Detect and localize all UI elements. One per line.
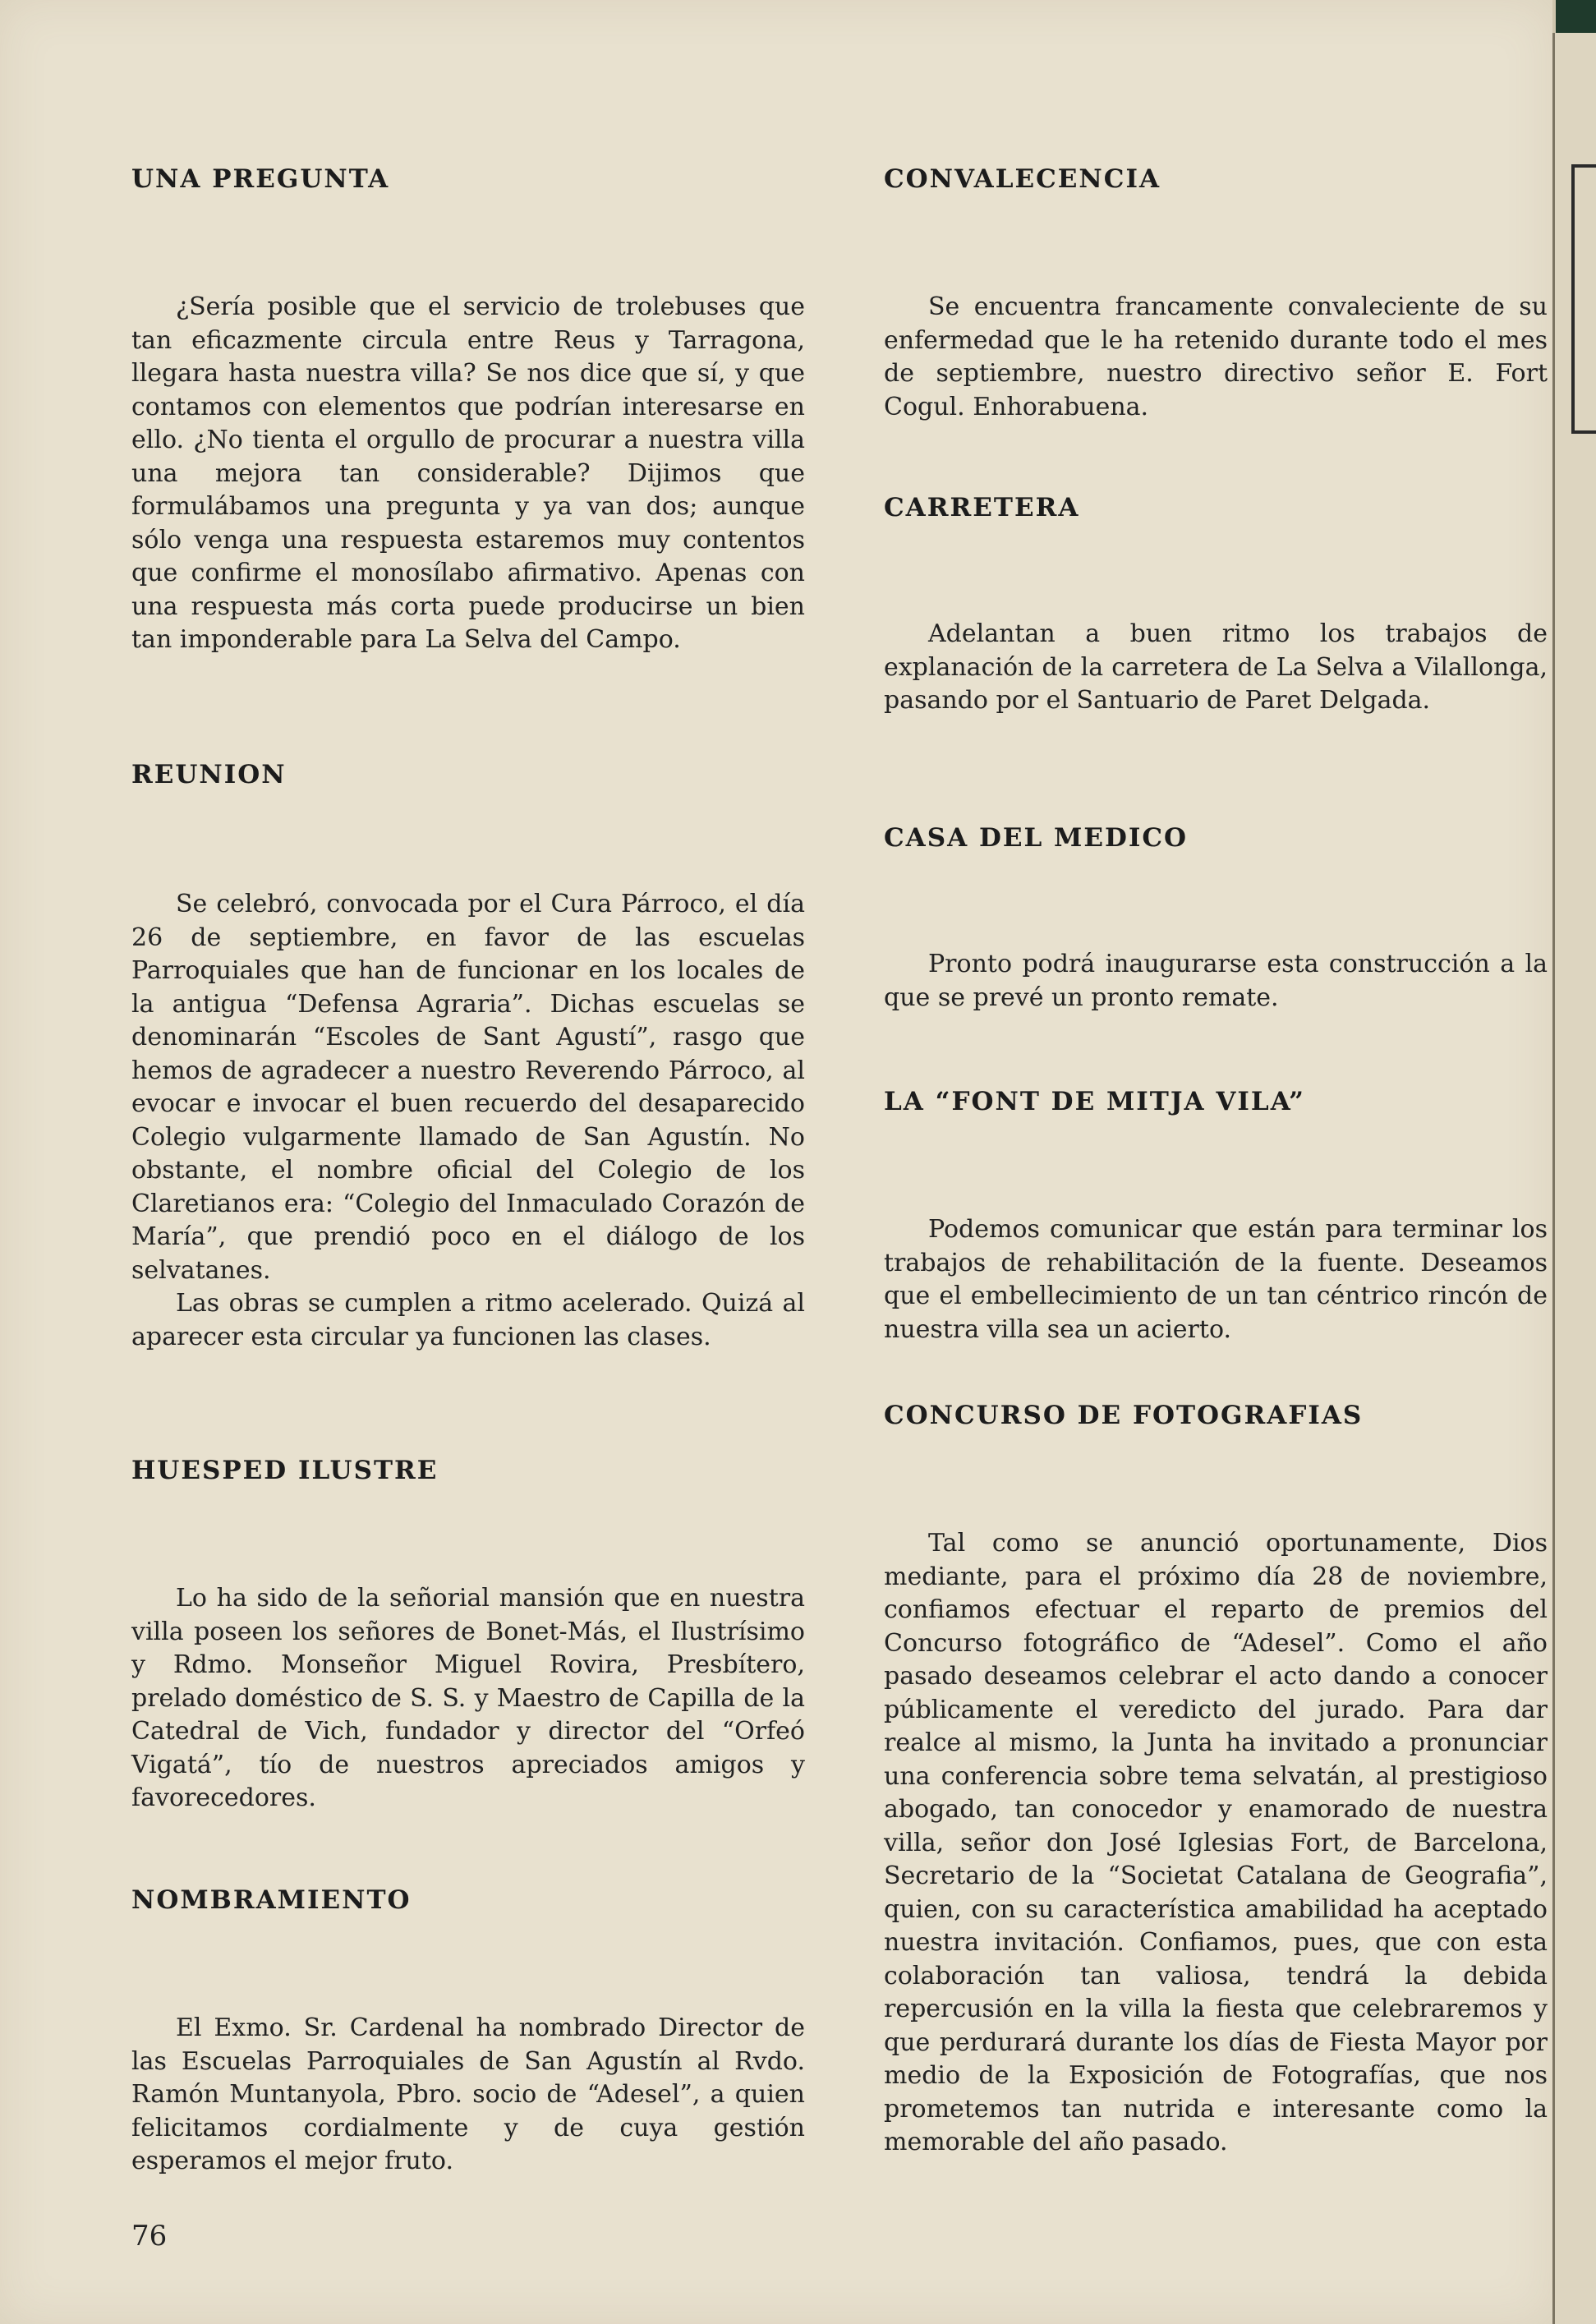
- section-paragraph: Las obras se cumplen a ritmo acelerado. Quizá al aparecer esta circular ya funcionen las clases.: [131, 1289, 805, 1351]
- section-paragraph: Adelantan a buen ritmo los trabajos de explanación de la carretera de La Selva a Vilallonga, pasando por el Santuario de Paret Delgada.: [884, 619, 1548, 715]
- section-heading: UNA PREGUNTA: [131, 164, 390, 194]
- section-paragraph: Tal como se anunció oportunamente, Dios mediante, para el próximo día 28 de noviembre, confiamos efectuar el reparto de premios del Concurso fotográfico de “Adesel”. Como el año pasado deseamos celebrar el acto dando a conocer públicamente el veredicto del jurado. Para dar realce al mismo, la Junta ha invitado a pronunciar una conferencia sobre tema selvatán, al prestigioso abogado, tan conocedor y enamorado de nuestra villa, señor don José Iglesias Fort, de Barcelona, Secretario de la “Societat Catalana de Geografia”, quien, con su característica amabilidad ha aceptado nuestra invitación. Confiamos, pues, que con esta colaboración tan valiosa, tendrá la debida repercusión en la villa la fiesta que celebraremos y que perdurará durante los días de Fiesta Mayor por medio de la Exposición de Fotografías, que nos prometemos tan nutrida e interesante como la memorable del año pasado.: [884, 1529, 1548, 2156]
- section-casa-del-medico: [884, 823, 1548, 1015]
- section-paragraph: Pronto podrá inaugurarse esta construcción a la que se prevé un pronto remate.: [884, 950, 1548, 1012]
- section-reunion: [131, 760, 805, 1354]
- section-carretera: [884, 493, 1548, 718]
- section-paragraph: Se encuentra francamente convaleciente de su enfermedad que le ha retenido durante todo el mes de septiembre, nuestro directivo señor E. Fort Cogul. Enhorabuena.: [884, 292, 1548, 421]
- section-paragraph: ¿Sería posible que el servicio de trolebuses que tan eficazmente circula entre Reus y Tarragona, llegara hasta nuestra villa? Se nos dice que sí, y que contamos con elementos que podrían interesarse en ello. ¿No tienta el orgullo de procurar a nuestra villa una mejora tan considerable? Dijimos que formulábamos una pregunta y ya van dos; aunque sólo venga una respuesta estaremos muy contentos que confirme el monosílabo afirmativo. Apenas con una respuesta más corta puede producirse un bien tan imponderable para La Selva del Campo.: [131, 292, 805, 654]
- section-heading: CASA DEL MEDICO: [884, 823, 1189, 853]
- section-una-pregunta: [131, 164, 805, 657]
- section-paragraph: Lo ha sido de la señorial mansión que en nuestra villa poseen los señores de Bonet-Más, el Ilustrísimo y Rdmo. Monseñor Miguel Rovira, Presbítero, prelado doméstico de S. S. y Maestro de Capilla de la Catedral de Vich, fundador y director del “Orfeó Vigatá”, tío de nuestros apreciados amigos y favorecedores.: [131, 1584, 805, 1812]
- section-font-de-mitja-vila: [884, 1087, 1548, 1346]
- section-nombramiento: [131, 1885, 805, 2179]
- section-heading: LA “FONT DE MITJA VILA”: [884, 1087, 1305, 1116]
- section-heading: NOMBRAMIENTO: [131, 1885, 412, 1915]
- section-paragraph: Se celebró, convocada por el Cura Párroco, el día 26 de septiembre, en favor de las escuelas Parroquiales que han de funcionar en los locales de la antigua “Defensa Agraria”. Dichas escuelas se denominarán “Escoles de Sant Agustí”, rasgo que hemos de agradecer a nuestro Reverendo Párroco, al evocar e invocar el buen recuerdo del desaparecido Colegio vulgarmente llamado de San Agustín. No obstante, el nombre oficial del Colegio de los Claretianos era: “Colegio del Inmaculado Corazón de María”, que prendió poco en el diálogo de los selvatanes.: [131, 890, 805, 1285]
- section-huesped-ilustre: [131, 1456, 805, 1815]
- section-heading: CONCURSO DE FOTOGRAFIAS: [884, 1401, 1364, 1430]
- page-number: 76: [131, 2220, 168, 2253]
- section-paragraph: Podemos comunicar que están para terminar los trabajos de rehabilitación de la fuente. Deseamos que el embellecimiento de un tan céntrico rincón de nuestra villa sea un acierto.: [884, 1215, 1548, 1344]
- section-concurso-de-fotografias: [884, 1401, 1548, 2160]
- section-convalecencia: [884, 164, 1548, 424]
- adjacent-page-edge: [1552, 33, 1596, 2324]
- section-paragraph: El Exmo. Sr. Cardenal ha nombrado Director de las Escuelas Parroquiales de San Agustín al Rvdo. Ramón Muntanyola, Pbro. socio de “Adesel”, a quien felicitamos cordialmente y de cuya gestión esperamos el mejor fruto.: [131, 2013, 805, 2175]
- section-heading: REUNION: [131, 760, 287, 789]
- bracket-decoration: [1571, 164, 1596, 434]
- section-heading: CONVALECENCIA: [884, 164, 1161, 194]
- section-heading: HUESPED ILUSTRE: [131, 1456, 439, 1485]
- section-heading: CARRETERA: [884, 493, 1080, 522]
